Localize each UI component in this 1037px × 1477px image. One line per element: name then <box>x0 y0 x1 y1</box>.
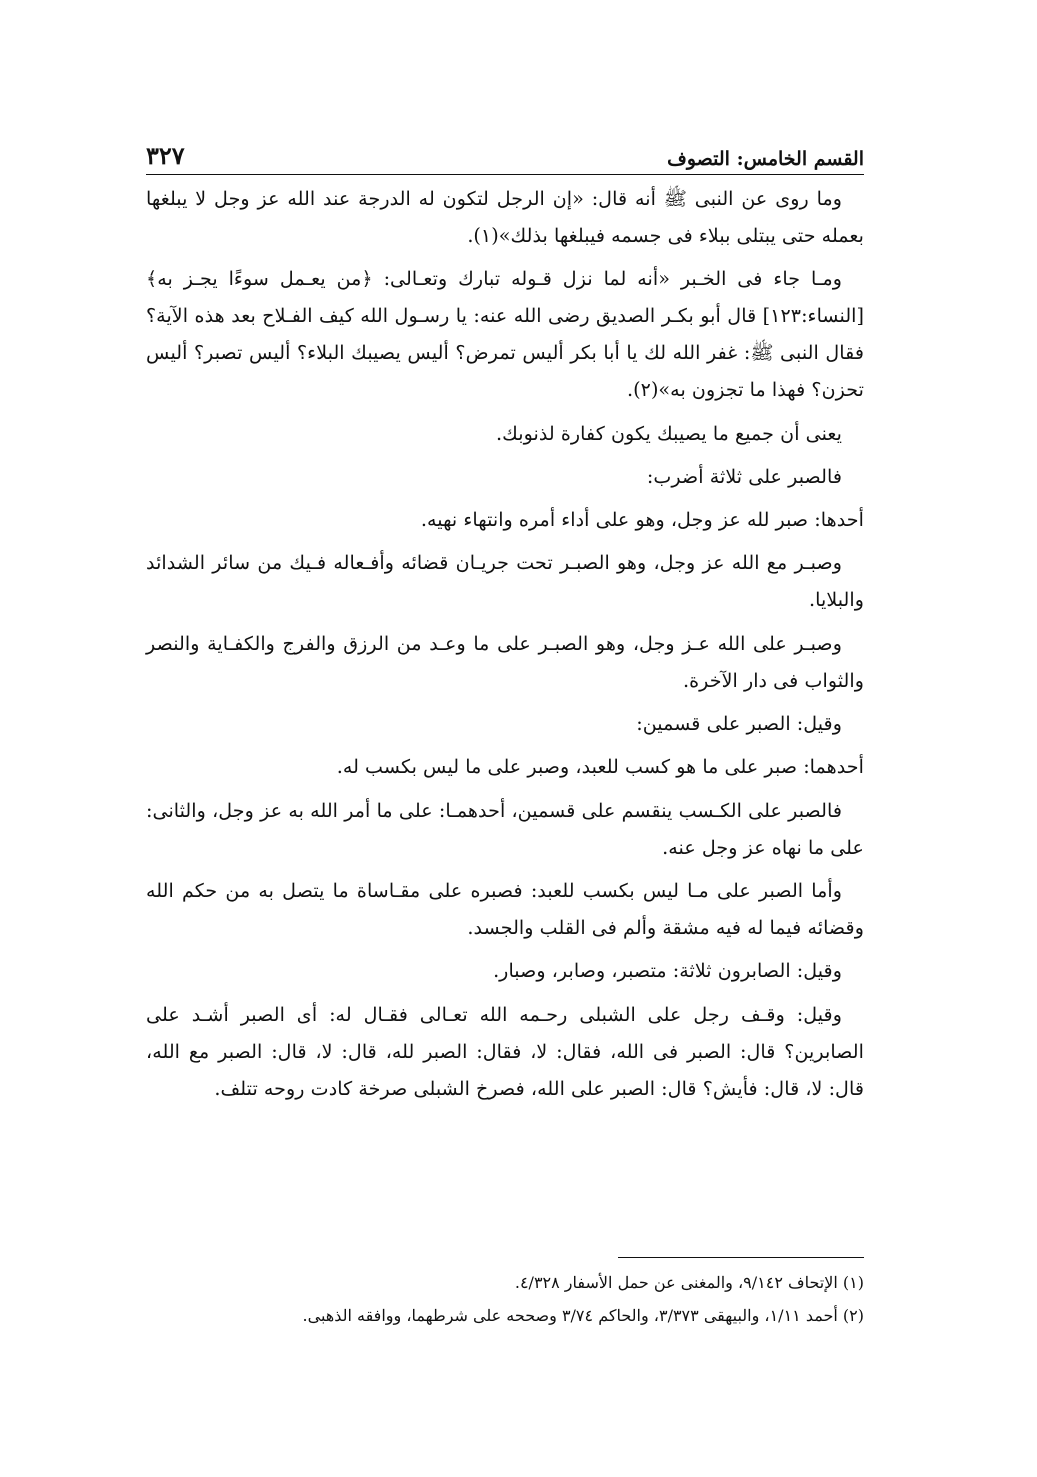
paragraph: وقيل: الصابرون ثلاثة: متصبر، وصابر، وصبار. <box>493 959 842 983</box>
footnote-divider <box>618 1257 864 1258</box>
paragraph: وقيل: وقـف رجل على الشبلى رحـمه الله تعـالى فقـال له: أى الصبر أشـد على الصابرين؟ قال: الصبر فى الله، فقال: لا، فقال: الصبر لله، قال: لا، قال: الصبر مع الله، قال: لا، قال: فأيش؟ قال: الصبر على الله، فصرخ الشبلى صرخة كادت روحه تتلف. <box>146 1002 864 1100</box>
footnote: (٢) أحمد ١/١١، والبيهقى ٣/٣٧٣، والحاكم ٣/٧٤ وصححه على شرطهما، ووافقه الذهبى. <box>302 1306 864 1325</box>
footnote: (١) الإتحاف ٩/١٤٢، والمغنى عن حمل الأسفار ٤/٣٢٨. <box>514 1273 864 1292</box>
paragraph: ومـا جاء فى الخـبر «أنه لما نزل قـوله تبارك وتعـالى: ﴿من يعـمل سوءًا يجـز به﴾ [النساء:١٢٣] قال أبو بكـر الصديق رضى الله عنه: يا رسـول الله كيف الفـلاح بعد هذه الآية؟ فقال النبى ﷺ: غفر الله لك يا أبا بكر ألیس تمرض؟ ألیس یصیبك البلاء؟ ألیس تصبر؟ ألیس تحزن؟ فهذا ما تجزون به»(٢). <box>146 267 864 402</box>
paragraph: أحدهما: صبر على ما هو كسب للعبد، وصبر على ما ليس بكسب له. <box>336 755 864 779</box>
paragraph: فالصبر على ثلاثة أضرب: <box>646 464 842 488</box>
paragraph: أحدها: صبر لله عز وجل، وهو على أداء أمره وانتهاء نهيه. <box>420 508 864 532</box>
paragraph: وقيل: الصبر على قسمين: <box>636 712 842 736</box>
section-title: القسم الخامس: التصوف <box>667 148 864 170</box>
paragraph: وصبـر مع الله عز وجل، وهو الصبـر تحت جريـان قضائه وأفـعاله فـيك من سائر الشدائد والبلايا. <box>146 551 864 612</box>
main-text <box>146 180 864 1113</box>
paragraph: وصبـر على الله عـز وجل، وهو الصبـر على ما وعـد من الرزق والفرج والكفـاية والنصر والثواب فى دار الآخرة. <box>146 631 864 692</box>
paragraph: فالصبر على الكـسب ينقسم على قسمين، أحدهمـا: على ما أمر الله به عز وجل، والثانى: على ما نهاه عز وجل عنه. <box>146 798 864 859</box>
paragraph: وما روى عن النبى ﷺ أنه قال: «إن الرجل لتكون له الدرجة عند الله عز وجل لا يبلغها بعمله حتى يبتلى ببلاء فى جسمه فيبلغها بذلك»(١). <box>146 187 864 247</box>
footnotes <box>146 1266 864 1332</box>
paragraph: يعنى أن جميع ما يصيبك يكون كفارة لذنوبك. <box>495 421 842 445</box>
page-number: ٣٢٧ <box>146 141 185 170</box>
paragraph: وأما الصبر على مـا ليس بكسب للعبد: فصبره على مقـاساة ما يتصل به من حكم الله وقضائه فيما له فيه مشقة وألم فى القلب والجسد. <box>146 878 864 939</box>
running-header <box>146 126 864 175</box>
